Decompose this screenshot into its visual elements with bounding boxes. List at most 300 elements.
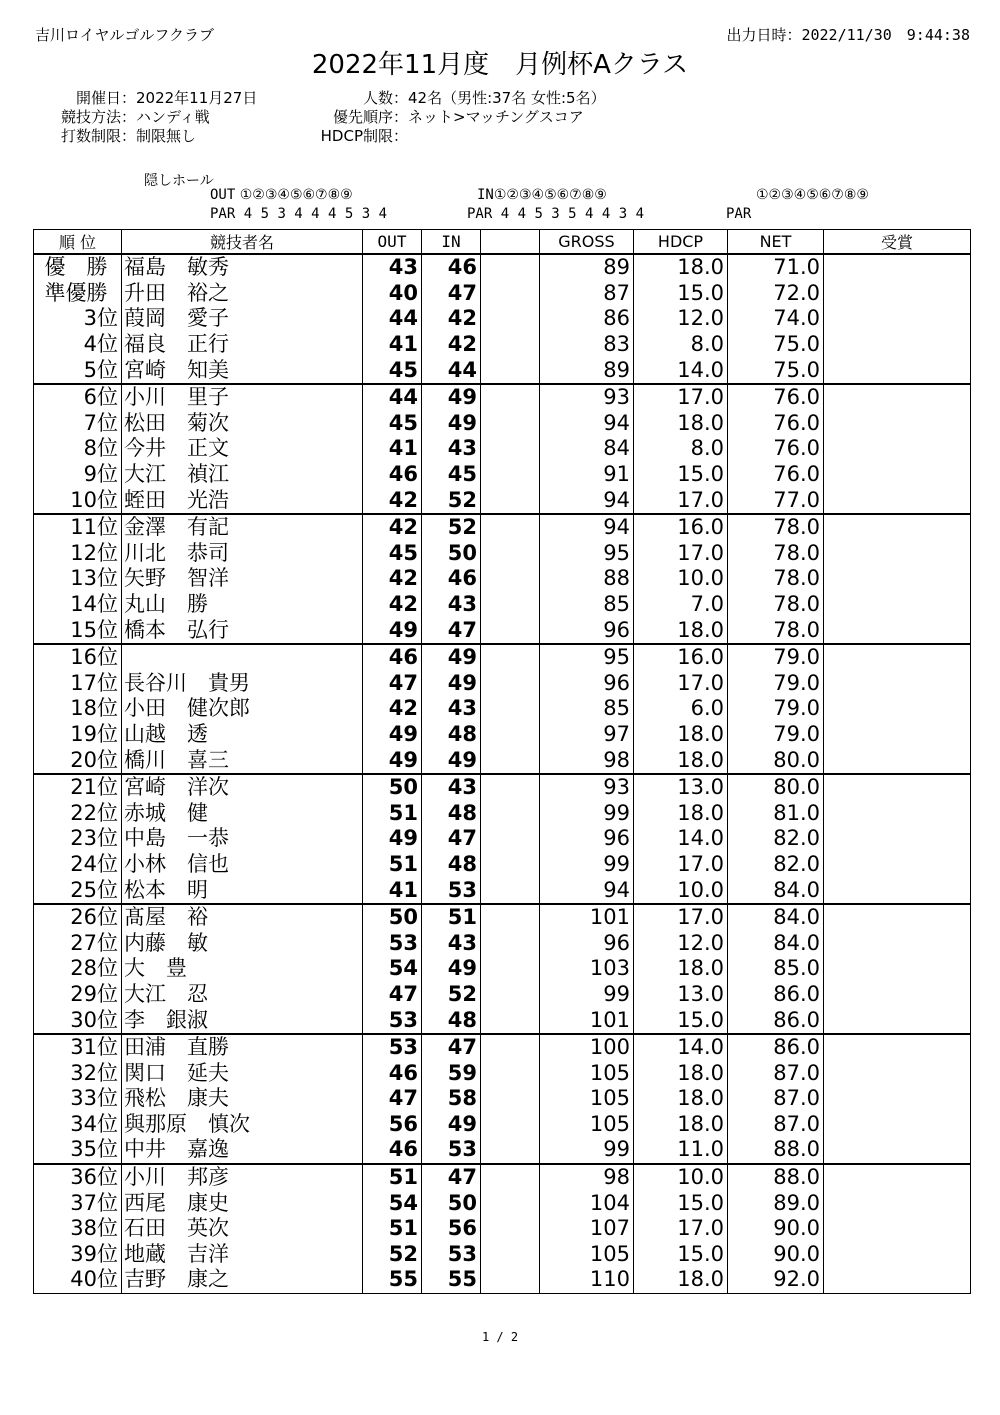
gross-cell: 94 <box>540 514 634 541</box>
out-score-cell: 45 <box>363 541 422 567</box>
net-cell: 78.0 <box>728 541 824 567</box>
award-cell <box>824 514 971 541</box>
out-score-cell: 51 <box>363 1164 422 1191</box>
out-score-cell: 53 <box>363 930 422 956</box>
player-name-cell: 葭岡 愛子 <box>122 306 363 332</box>
hdcp-cell: 18.0 <box>634 956 728 982</box>
rank-cell: 24位 <box>34 852 122 878</box>
hdcp-cell: 17.0 <box>634 1216 728 1242</box>
award-cell <box>824 1164 971 1191</box>
player-name-cell: 小田 健次郎 <box>122 696 363 722</box>
in-score-cell: 49 <box>422 671 481 697</box>
rank-cell: 11位 <box>34 514 122 541</box>
rank-cell: 15位 <box>34 617 122 644</box>
player-name-cell: 中島 一恭 <box>122 826 363 852</box>
net-cell: 84.0 <box>728 877 824 904</box>
gross-cell: 104 <box>540 1190 634 1216</box>
table-row <box>34 1190 971 1216</box>
hdcp-cell: 7.0 <box>634 592 728 618</box>
net-cell: 86.0 <box>728 1007 824 1034</box>
rank-cell: 8位 <box>34 436 122 462</box>
club-name: 吉川ロイヤルゴルフクラブ <box>35 26 214 44</box>
out-score-cell: 45 <box>363 411 422 437</box>
award-cell <box>824 877 971 904</box>
rank-cell: 10位 <box>34 487 122 514</box>
award-cell <box>824 617 971 644</box>
hdcp-cell: 15.0 <box>634 1242 728 1268</box>
table-row <box>34 1216 971 1242</box>
in-score-cell: 47 <box>422 826 481 852</box>
header-gross: GROSS <box>540 230 634 255</box>
net-cell: 87.0 <box>728 1060 824 1086</box>
blank-cell <box>481 1112 540 1138</box>
hdcp-cell: 13.0 <box>634 982 728 1008</box>
hdcp-cell: 17.0 <box>634 671 728 697</box>
player-name-cell: 橋川 喜三 <box>122 747 363 774</box>
blank-cell <box>481 1137 540 1164</box>
table-row <box>34 306 971 332</box>
award-cell <box>824 1060 971 1086</box>
in-score-cell: 52 <box>422 487 481 514</box>
rank-cell: 32位 <box>34 1060 122 1086</box>
blank-cell <box>481 411 540 437</box>
blank-cell <box>481 462 540 488</box>
gross-cell: 97 <box>540 722 634 748</box>
table-row <box>34 1164 971 1191</box>
net-cell: 79.0 <box>728 671 824 697</box>
in-score-cell: 49 <box>422 747 481 774</box>
net-cell: 82.0 <box>728 826 824 852</box>
method-label: 競技方法： <box>60 108 136 126</box>
player-name-cell: 宮崎 知美 <box>122 357 363 384</box>
out-score-cell: 54 <box>363 956 422 982</box>
output-label: 出力日時： <box>726 26 802 44</box>
out-par: 4 5 3 4 4 4 5 3 4 <box>243 206 388 222</box>
gross-cell: 94 <box>540 411 634 437</box>
player-name-cell: 中井 嘉逸 <box>122 1137 363 1164</box>
award-cell <box>824 411 971 437</box>
table-row <box>34 541 971 567</box>
gross-cell: 99 <box>540 800 634 826</box>
table-row <box>34 852 971 878</box>
award-cell <box>824 1112 971 1138</box>
rank-cell: 準優勝 <box>34 281 122 307</box>
out-score-cell: 42 <box>363 514 422 541</box>
in-score-cell: 42 <box>422 306 481 332</box>
blank-cell <box>481 904 540 931</box>
out-score-cell: 42 <box>363 566 422 592</box>
blank-cell <box>481 774 540 801</box>
table-row <box>34 1112 971 1138</box>
player-name-cell <box>122 644 363 671</box>
out-score-cell: 42 <box>363 592 422 618</box>
net-cell: 79.0 <box>728 722 824 748</box>
net-cell: 78.0 <box>728 592 824 618</box>
blank-cell <box>481 826 540 852</box>
out-holes: ①②③④⑤⑥⑦⑧⑨ <box>239 187 353 203</box>
limit-label: 打数制限： <box>60 127 136 145</box>
award-cell <box>824 930 971 956</box>
par-label-in: PAR <box>467 206 493 222</box>
in-score-cell: 47 <box>422 1034 481 1061</box>
hdcp-cell: 16.0 <box>634 514 728 541</box>
blank-cell <box>481 541 540 567</box>
gross-cell: 105 <box>540 1242 634 1268</box>
out-score-cell: 52 <box>363 1242 422 1268</box>
out-score-cell: 40 <box>363 281 422 307</box>
table-row <box>34 1086 971 1112</box>
player-name-cell: 與那原 慎次 <box>122 1112 363 1138</box>
rank-cell: 6位 <box>34 384 122 411</box>
table-row <box>34 487 971 514</box>
in-score-cell: 52 <box>422 982 481 1008</box>
award-cell <box>824 800 971 826</box>
award-cell <box>824 826 971 852</box>
blank-cell <box>481 982 540 1008</box>
table-row <box>34 514 971 541</box>
net-cell: 75.0 <box>728 357 824 384</box>
out-score-cell: 51 <box>363 852 422 878</box>
net-cell: 89.0 <box>728 1190 824 1216</box>
player-name-cell: 矢野 智洋 <box>122 566 363 592</box>
in-score-cell: 49 <box>422 644 481 671</box>
award-cell <box>824 1034 971 1061</box>
in-score-cell: 55 <box>422 1267 481 1293</box>
par-third-label: PAR <box>726 206 752 222</box>
table-row <box>34 462 971 488</box>
gross-cell: 101 <box>540 1007 634 1034</box>
net-cell: 92.0 <box>728 1267 824 1293</box>
net-cell: 72.0 <box>728 281 824 307</box>
in-score-cell: 47 <box>422 1164 481 1191</box>
gross-cell: 99 <box>540 852 634 878</box>
rank-cell: 16位 <box>34 644 122 671</box>
rank-cell: 34位 <box>34 1112 122 1138</box>
table-row <box>34 747 971 774</box>
out-score-cell: 46 <box>363 1137 422 1164</box>
rank-cell: 19位 <box>34 722 122 748</box>
out-score-cell: 53 <box>363 1034 422 1061</box>
rank-cell: 7位 <box>34 411 122 437</box>
out-score-cell: 56 <box>363 1112 422 1138</box>
gross-cell: 96 <box>540 617 634 644</box>
net-cell: 76.0 <box>728 411 824 437</box>
out-score-cell: 51 <box>363 800 422 826</box>
hdcp-cell: 18.0 <box>634 800 728 826</box>
table-row <box>34 1242 971 1268</box>
award-cell <box>824 1137 971 1164</box>
in-score-cell: 43 <box>422 696 481 722</box>
info-date <box>48 87 257 108</box>
blank-cell <box>481 1190 540 1216</box>
table-row <box>34 1034 971 1061</box>
rank-cell: 25位 <box>34 877 122 904</box>
out-score-cell: 41 <box>363 877 422 904</box>
out-score-cell: 42 <box>363 487 422 514</box>
out-score-cell: 50 <box>363 774 422 801</box>
table-row <box>34 877 971 904</box>
rank-cell: 12位 <box>34 541 122 567</box>
hdcp-cell: 12.0 <box>634 306 728 332</box>
player-name-cell: 蛭田 光浩 <box>122 487 363 514</box>
player-name-cell: 金澤 有記 <box>122 514 363 541</box>
info-method <box>48 106 210 127</box>
in-score-cell: 49 <box>422 411 481 437</box>
award-cell <box>824 722 971 748</box>
table-row <box>34 644 971 671</box>
in-score-cell: 56 <box>422 1216 481 1242</box>
award-cell <box>824 384 971 411</box>
net-cell: 82.0 <box>728 852 824 878</box>
net-cell: 76.0 <box>728 384 824 411</box>
player-name-cell: 小林 信也 <box>122 852 363 878</box>
hdcp-cell: 13.0 <box>634 774 728 801</box>
blank-cell <box>481 514 540 541</box>
limit-value: 制限無し <box>136 127 197 145</box>
gross-cell: 99 <box>540 982 634 1008</box>
award-cell <box>824 1190 971 1216</box>
award-cell <box>824 1086 971 1112</box>
in-score-cell: 47 <box>422 617 481 644</box>
hdcp-cell: 17.0 <box>634 487 728 514</box>
rank-cell: 26位 <box>34 904 122 931</box>
player-name-cell: 飛松 康夫 <box>122 1086 363 1112</box>
out-score-cell: 49 <box>363 617 422 644</box>
header-name: 競技者名 <box>122 230 363 255</box>
player-name-cell: 小川 邦彦 <box>122 1164 363 1191</box>
hdcp-cell: 12.0 <box>634 930 728 956</box>
blank-cell <box>481 877 540 904</box>
table-row <box>34 332 971 358</box>
hdcp-cell: 18.0 <box>634 722 728 748</box>
out-score-cell: 49 <box>363 722 422 748</box>
player-name-cell: 松田 菊次 <box>122 411 363 437</box>
hdcp-cell: 18.0 <box>634 254 728 281</box>
net-cell: 90.0 <box>728 1242 824 1268</box>
rank-cell: 5位 <box>34 357 122 384</box>
out-score-cell: 41 <box>363 436 422 462</box>
player-name-cell: 福島 敏秀 <box>122 254 363 281</box>
hdcp-cell: 15.0 <box>634 281 728 307</box>
player-name-cell: 李 銀淑 <box>122 1007 363 1034</box>
out-score-cell: 49 <box>363 747 422 774</box>
gross-cell: 105 <box>540 1060 634 1086</box>
blank-cell <box>481 357 540 384</box>
output-value: 2022/11/30 9:44:38 <box>801 26 970 44</box>
award-cell <box>824 852 971 878</box>
net-cell: 84.0 <box>728 930 824 956</box>
blank-cell <box>481 930 540 956</box>
award-cell <box>824 1242 971 1268</box>
hdcp-cell: 6.0 <box>634 696 728 722</box>
table-row <box>34 774 971 801</box>
page-title: 2022年11月度 月例杯Aクラス <box>311 50 689 80</box>
player-name-cell: 西尾 康史 <box>122 1190 363 1216</box>
blank-cell <box>481 1242 540 1268</box>
gross-cell: 86 <box>540 306 634 332</box>
player-name-cell: 長谷川 貴男 <box>122 671 363 697</box>
table-row <box>34 411 971 437</box>
blank-cell <box>481 1007 540 1034</box>
gross-cell: 89 <box>540 254 634 281</box>
table-row <box>34 384 971 411</box>
par-out <box>210 206 387 222</box>
player-name-cell: 大江 禎江 <box>122 462 363 488</box>
rank-cell: 13位 <box>34 566 122 592</box>
gross-cell: 100 <box>540 1034 634 1061</box>
table-row <box>34 617 971 644</box>
out-score-cell: 46 <box>363 462 422 488</box>
out-score-cell: 50 <box>363 904 422 931</box>
award-cell <box>824 982 971 1008</box>
award-cell <box>824 904 971 931</box>
rank-cell: 27位 <box>34 930 122 956</box>
net-cell: 85.0 <box>728 956 824 982</box>
table-row <box>34 1137 971 1164</box>
blank-cell <box>481 281 540 307</box>
hdcp-cell: 18.0 <box>634 1267 728 1293</box>
blank-cell <box>481 747 540 774</box>
in-holes: ①②③④⑤⑥⑦⑧⑨ <box>493 187 607 203</box>
rank-cell: 17位 <box>34 671 122 697</box>
blank-cell <box>481 617 540 644</box>
out-score-cell: 51 <box>363 1216 422 1242</box>
blank-cell <box>481 1034 540 1061</box>
in-score-cell: 48 <box>422 800 481 826</box>
gross-cell: 89 <box>540 357 634 384</box>
blank-cell <box>481 1267 540 1293</box>
gross-cell: 96 <box>540 826 634 852</box>
output-datetime <box>726 24 970 45</box>
blank-cell <box>481 644 540 671</box>
out-score-cell: 47 <box>363 982 422 1008</box>
rank-cell: 23位 <box>34 826 122 852</box>
rank-cell: 39位 <box>34 1242 122 1268</box>
net-cell: 76.0 <box>728 436 824 462</box>
rank-cell: 20位 <box>34 747 122 774</box>
award-cell <box>824 774 971 801</box>
rank-cell: 3位 <box>34 306 122 332</box>
hidden-holes-out <box>210 187 353 203</box>
award-cell <box>824 1007 971 1034</box>
in-score-cell: 49 <box>422 956 481 982</box>
table-row <box>34 722 971 748</box>
header-out: OUT <box>363 230 422 255</box>
gross-cell: 93 <box>540 384 634 411</box>
rank-cell: 4位 <box>34 332 122 358</box>
player-name-cell: 石田 英次 <box>122 1216 363 1242</box>
blank-cell <box>481 956 540 982</box>
in-score-cell: 59 <box>422 1060 481 1086</box>
player-name-cell: 山越 透 <box>122 722 363 748</box>
hdcp-cell: 14.0 <box>634 826 728 852</box>
gross-cell: 91 <box>540 462 634 488</box>
table-row <box>34 357 971 384</box>
blank-cell <box>481 254 540 281</box>
net-cell: 86.0 <box>728 982 824 1008</box>
in-score-cell: 42 <box>422 332 481 358</box>
blank-cell <box>481 1164 540 1191</box>
header-blank <box>481 230 540 255</box>
hdcp-label: HDCP制限： <box>320 127 408 145</box>
in-score-cell: 44 <box>422 357 481 384</box>
out-score-cell: 53 <box>363 1007 422 1034</box>
out-score-cell: 42 <box>363 696 422 722</box>
in-score-cell: 50 <box>422 1190 481 1216</box>
info-limit <box>48 125 196 146</box>
table-row <box>34 696 971 722</box>
gross-cell: 85 <box>540 696 634 722</box>
rank-cell: 29位 <box>34 982 122 1008</box>
player-name-cell: 橋本 弘行 <box>122 617 363 644</box>
hdcp-cell: 17.0 <box>634 904 728 931</box>
gross-cell: 94 <box>540 877 634 904</box>
award-cell <box>824 1216 971 1242</box>
blank-cell <box>481 1086 540 1112</box>
blank-cell <box>481 566 540 592</box>
award-cell <box>824 436 971 462</box>
table-row <box>34 1060 971 1086</box>
in-score-cell: 49 <box>422 1112 481 1138</box>
net-cell: 78.0 <box>728 566 824 592</box>
player-name-cell: 田浦 直勝 <box>122 1034 363 1061</box>
blank-cell <box>481 1060 540 1086</box>
in-score-cell: 48 <box>422 852 481 878</box>
award-cell <box>824 541 971 567</box>
award-cell <box>824 956 971 982</box>
net-cell: 86.0 <box>728 1034 824 1061</box>
table-row <box>34 592 971 618</box>
in-score-cell: 51 <box>422 904 481 931</box>
gross-cell: 88 <box>540 566 634 592</box>
out-score-cell: 47 <box>363 1086 422 1112</box>
rank-cell: 28位 <box>34 956 122 982</box>
net-cell: 79.0 <box>728 696 824 722</box>
hdcp-cell: 17.0 <box>634 541 728 567</box>
hdcp-cell: 15.0 <box>634 1007 728 1034</box>
net-cell: 90.0 <box>728 1216 824 1242</box>
in-score-cell: 53 <box>422 1137 481 1164</box>
gross-cell: 94 <box>540 487 634 514</box>
table-header-row <box>34 230 971 255</box>
gross-cell: 84 <box>540 436 634 462</box>
in-score-cell: 52 <box>422 514 481 541</box>
rank-cell: 35位 <box>34 1137 122 1164</box>
hdcp-cell: 18.0 <box>634 1086 728 1112</box>
hdcp-cell: 18.0 <box>634 1060 728 1086</box>
out-score-cell: 49 <box>363 826 422 852</box>
hdcp-cell: 10.0 <box>634 877 728 904</box>
rank-cell: 21位 <box>34 774 122 801</box>
gross-cell: 93 <box>540 774 634 801</box>
gross-cell: 105 <box>540 1086 634 1112</box>
hdcp-cell: 18.0 <box>634 1112 728 1138</box>
people-label: 人数： <box>362 89 408 107</box>
player-name-cell: 大 豊 <box>122 956 363 982</box>
header-in: IN <box>422 230 481 255</box>
award-cell <box>824 592 971 618</box>
in-score-cell: 45 <box>422 462 481 488</box>
in-score-cell: 43 <box>422 436 481 462</box>
net-cell: 79.0 <box>728 644 824 671</box>
award-cell <box>824 462 971 488</box>
gross-cell: 95 <box>540 541 634 567</box>
award-cell <box>824 281 971 307</box>
out-label: OUT <box>210 187 236 203</box>
method-value: ハンディ戦 <box>136 108 210 126</box>
net-cell: 88.0 <box>728 1164 824 1191</box>
rank-cell: 9位 <box>34 462 122 488</box>
